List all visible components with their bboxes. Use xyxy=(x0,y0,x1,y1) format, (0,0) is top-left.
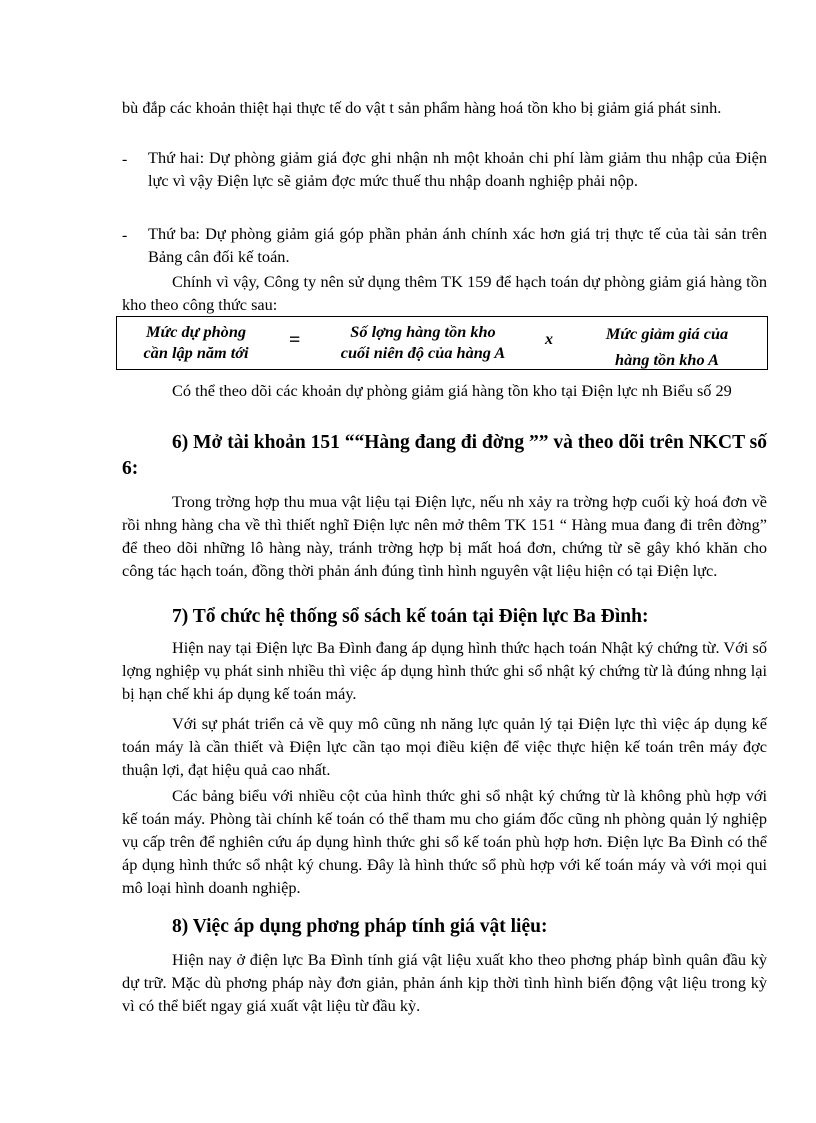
formula-middle-term xyxy=(313,321,533,363)
heading-section-6: 6) Mở tài khoản 151 ““Hàng đang đi đờng ”” và theo dõi trên NKCT số 6: xyxy=(122,432,767,479)
bullet-marker: - xyxy=(122,151,128,168)
formula-right-line1: Mức giảm giá của xyxy=(605,324,729,343)
bieu-paragraph: Có thể theo dõi các khoản dự phòng giảm giá hàng tồn kho tại Điện lực nh Biểu số 29 xyxy=(172,381,732,400)
heading-section-7: 7) Tổ chức hệ thống sổ sách kế toán tại Điện lực Ba Đình: xyxy=(172,606,649,627)
bullet-text-thu-ba: Thứ ba: Dự phòng giảm giá góp phần phản ánh chính xác hơn giá trị thực tế của tài sản trên Bảng cân đối kế toán. xyxy=(148,224,767,266)
formula-middle-line2: cuối niên độ của hàng A xyxy=(340,343,506,362)
formula-equals-sign: = xyxy=(289,329,301,351)
formula-intro-paragraph: Chính vì vậy, Công ty nên sử dụng thêm TK 159 để hạch toán dự phòng giảm giá hàng tồn kho theo công thức sau: xyxy=(122,272,767,314)
section-7-paragraph-1: Hiện nay tại Điện lực Ba Đình đang áp dụng hình thức hạch toán Nhật ký chứng từ. Với số lợng nghiệp vụ phát sinh nhiều thì việc áp dụng hình thức ghi sổ nhật ký chứng từ là đúng nhng lại bị hạn chế khi áp dụng kế toán máy. xyxy=(122,638,767,703)
heading-section-8: 8) Việc áp dụng phơng pháp tính giá vật liệu: xyxy=(172,916,548,937)
formula-right-term xyxy=(579,321,755,373)
section-6-paragraph: Trong trờng hợp thu mua vật liệu tại Điện lực, nếu nh xảy ra trờng hợp cuối kỳ hoá đơn về rồi nhng hàng cha về thì thiết nghĩ Điện lực nên mở thêm TK 151 “ Hàng mua đang đi trên đờng” để theo dõi những lô hàng này, tránh trờng hợp bị mất hoá đơn, chứng từ sẽ gây khó khăn cho công tác hạch toán, đồng thời phản ánh đúng tình hình nguyên vật liệu hiện có tại Điện lực. xyxy=(122,492,767,580)
section-7-paragraph-2: Với sự phát triển cả về quy mô cũng nh năng lực quản lý tại Điện lực thì việc áp dụng kế toán máy là cần thiết và Điện lực cần tạo mọi điều kiện để việc thực hiện kế toán trên máy đợc thuận lợi, đạt hiệu quả cao nhất. xyxy=(122,714,767,779)
formula-left-line2: cần lập năm tới xyxy=(143,343,249,362)
bullet-text-thu-hai: Thứ hai: Dự phòng giảm giá đợc ghi nhận nh một khoản chi phí làm giảm thu nhập của Điện lực vì vậy Điện lực sẽ giảm đợc mức thuế thu nhập doanh nghiệp phải nộp. xyxy=(148,148,767,190)
bullet-marker: - xyxy=(122,227,128,244)
formula-times-sign: x xyxy=(545,331,553,348)
formula-left-line1: Mức dự phòng xyxy=(145,322,247,341)
section-7-paragraph-3: Các bảng biểu với nhiều cột của hình thức ghi sổ nhật ký chứng từ là không phù hợp với kế toán máy. Phòng tài chính kế toán có thể tham mu cho giám đốc cũng nh phòng quản lý nghiệp vụ cấp trên để nghiên cứu áp dụng hình thức ghi sổ kế toán phù hợp hơn. Điện lực Ba Đình có thể áp dụng hình thức sổ nhật ký chung. Đây là hình thức sổ phù hợp với kế toán máy và với mọi qui mô loại hình doanh nghiệp. xyxy=(122,786,767,897)
formula-right-line2: hàng tồn kho A xyxy=(615,350,719,369)
formula-box xyxy=(116,316,768,370)
formula-middle-line1: Số lợng hàng tồn kho xyxy=(350,322,496,341)
formula-left-term xyxy=(121,321,271,363)
section-8-paragraph: Hiện nay ở điện lực Ba Đình tính giá vật liệu xuất kho theo phơng pháp bình quân đầu kỳ dự trữ. Mặc dù phơng pháp này đơn giản, phản ánh kịp thời tình hình biến động vật liệu trong kỳ vì có thể biết ngay giá xuất vật liệu từ đầu kỳ. xyxy=(122,950,767,1015)
intro-paragraph: bù đắp các khoản thiệt hại thực tế do vật t sản phẩm hàng hoá tồn kho bị giảm giá phát sinh. xyxy=(122,98,722,117)
